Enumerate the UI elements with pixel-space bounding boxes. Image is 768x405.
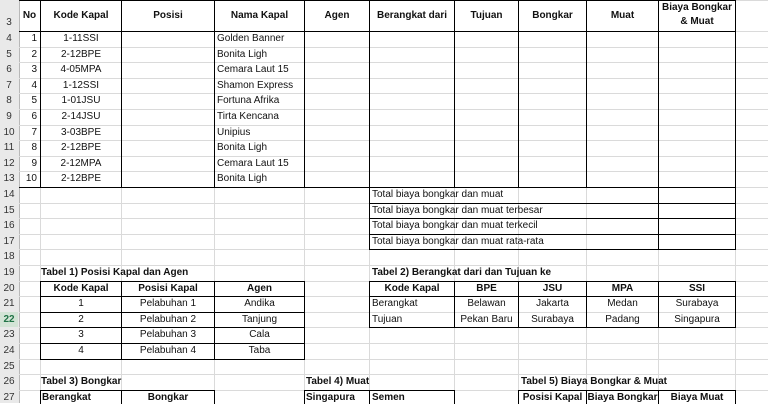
table-border <box>586 0 587 187</box>
cell-nama-kapal[interactable]: Cemara Laut 15 <box>217 64 289 76</box>
gridline <box>19 171 768 172</box>
gridline <box>19 125 768 126</box>
tabel1-header[interactable]: Agen <box>247 282 272 294</box>
tabel2-cell[interactable]: Berangkat <box>372 298 418 310</box>
row-number[interactable]: 4 <box>6 33 12 44</box>
table-border <box>369 390 370 404</box>
table-border <box>369 249 736 250</box>
cell-kode-kapal[interactable]: 3-03BPE <box>60 126 102 138</box>
cell-nama-kapal[interactable]: Bonita Ligh <box>217 173 268 185</box>
cell-nama-kapal[interactable]: Golden Banner <box>217 33 285 44</box>
header-biaya-bongkar-muat[interactable]: Biaya Bongkar & Muat <box>661 2 733 27</box>
tabel5-header[interactable]: Biaya Muat <box>670 391 724 403</box>
total-label[interactable]: Total biaya bongkar dan muat rata-rata <box>372 235 544 247</box>
cell-kode-kapal[interactable]: 2-12BPE <box>60 173 102 185</box>
row-number[interactable]: 17 <box>3 235 15 247</box>
table-border <box>735 0 736 250</box>
tabel2-title[interactable]: Tabel 2) Berangkat dari dan Tujuan ke <box>372 267 552 278</box>
cell-nama-kapal[interactable]: Fortuna Afrika <box>217 95 280 107</box>
cell-nama-kapal[interactable]: Bonita Ligh <box>217 142 268 154</box>
row-number[interactable]: 7 <box>6 79 12 91</box>
tabel2-cell[interactable]: Singapura <box>674 313 720 325</box>
cell-nama-kapal[interactable]: Unipius <box>217 126 251 138</box>
tabel2-cell[interactable]: Surabaya <box>531 313 574 325</box>
table-border <box>19 0 736 1</box>
table-border <box>304 281 305 359</box>
cell-no[interactable]: 6 <box>31 111 37 122</box>
table-border <box>735 390 736 404</box>
tabel1-title[interactable]: Tabel 1) Posisi Kapal dan Agen <box>41 267 189 278</box>
header-nama-kapal[interactable]: Nama Kapal <box>230 10 289 21</box>
total-label[interactable]: Total biaya bongkar dan muat terkecil <box>372 220 538 232</box>
row-number[interactable]: 9 <box>6 111 12 122</box>
table-border <box>454 390 455 404</box>
tabel2-cell[interactable]: Tujuan <box>372 313 403 325</box>
cell-nama-kapal[interactable]: Bonita Ligh <box>217 48 268 60</box>
table-border <box>454 0 455 187</box>
gridline <box>19 47 768 48</box>
table-border <box>304 390 305 404</box>
tabel4-header[interactable]: Singapura <box>306 391 355 403</box>
row-number[interactable]: 14 <box>3 189 15 200</box>
tabel3-title[interactable]: Tabel 3) Bongkar <box>41 376 122 388</box>
tabel1-cell[interactable]: Tanjung <box>241 313 278 325</box>
tabel2-cell[interactable]: Belawan <box>467 298 506 310</box>
total-label[interactable]: Total biaya bongkar dan muat <box>372 189 504 200</box>
cell-kode-kapal[interactable]: 4-05MPA <box>60 64 102 76</box>
cell-no[interactable]: 4 <box>31 79 37 91</box>
row-number[interactable]: 25 <box>3 360 15 372</box>
tabel1-cell[interactable]: 2 <box>78 313 84 325</box>
cell-no[interactable]: 3 <box>31 64 37 76</box>
row-number[interactable]: 13 <box>3 173 15 185</box>
tabel1-cell[interactable]: Pelabuhan 3 <box>139 329 197 341</box>
table-border <box>121 0 122 187</box>
cell-nama-kapal[interactable]: Cemara Laut 15 <box>217 157 289 169</box>
cell-kode-kapal[interactable]: 2-14JSU <box>61 111 101 122</box>
row-number-selected[interactable]: 22 <box>0 312 18 328</box>
tabel1-cell[interactable]: 4 <box>78 345 84 356</box>
tabel2-cell[interactable]: Surabaya <box>675 298 719 310</box>
cell-no[interactable]: 5 <box>31 95 37 107</box>
header-tujuan[interactable]: Tujuan <box>470 10 503 21</box>
tabel5-header[interactable]: Posisi Kapal <box>522 391 583 403</box>
cell-kode-kapal[interactable]: 1-11SSI <box>63 33 99 44</box>
row-number[interactable]: 20 <box>3 282 15 294</box>
header-posisi[interactable]: Posisi <box>153 10 183 21</box>
gridline <box>19 109 768 110</box>
row-number[interactable]: 15 <box>3 204 15 216</box>
header-no[interactable]: No <box>22 10 37 21</box>
cell-kode-kapal[interactable]: 1-01JSU <box>61 95 101 107</box>
cell-kode-kapal[interactable]: 1-12SSI <box>62 79 100 91</box>
table-border <box>214 0 215 187</box>
table-border <box>19 31 736 32</box>
table-border <box>40 390 41 404</box>
cell-no[interactable]: 9 <box>31 157 37 169</box>
tabel1-header[interactable]: Kode Kapal <box>53 282 109 294</box>
row-number[interactable]: 21 <box>3 298 15 310</box>
cell-no[interactable]: 2 <box>31 48 37 60</box>
tabel3-header[interactable]: Berangkat <box>42 391 91 403</box>
header-muat[interactable]: Muat <box>610 10 635 21</box>
row-number[interactable]: 11 <box>3 142 15 154</box>
table-border <box>369 327 736 328</box>
row-number[interactable]: 19 <box>3 267 15 278</box>
row-number[interactable]: 24 <box>3 345 15 356</box>
header-agen[interactable]: Agen <box>324 10 350 21</box>
tabel2-cell[interactable]: Jakarta <box>536 298 569 310</box>
cell-no[interactable]: 10 <box>25 173 37 185</box>
table-border <box>40 359 305 360</box>
gridline <box>19 156 768 157</box>
table-border <box>214 390 215 404</box>
tabel1-cell[interactable]: 3 <box>78 329 84 341</box>
tabel1-cell[interactable]: Pelabuhan 2 <box>139 313 197 325</box>
header-bongkar[interactable]: Bongkar <box>532 10 573 21</box>
tabel1-cell[interactable]: Pelabuhan 4 <box>139 345 197 356</box>
tabel1-header[interactable]: Posisi Kapal <box>138 282 198 294</box>
tabel1-cell[interactable]: Cala <box>249 329 270 341</box>
tabel5-title[interactable]: Tabel 5) Biaya Bongkar & Muat <box>521 376 667 388</box>
tabel2-cell[interactable]: Medan <box>607 298 638 310</box>
tabel1-cell[interactable]: Taba <box>248 345 271 356</box>
tabel1-cell[interactable]: Pelabuhan 1 <box>139 298 197 310</box>
total-label[interactable]: Total biaya bongkar dan muat terbesar <box>372 204 543 216</box>
table-border <box>735 281 736 328</box>
cell-no[interactable]: 1 <box>31 33 37 44</box>
tabel4-header[interactable]: Semen <box>372 391 405 403</box>
tabel2-cell[interactable]: Pekan Baru <box>460 313 513 325</box>
tabel1-cell[interactable]: 1 <box>78 298 84 310</box>
row-number[interactable]: 16 <box>3 220 15 232</box>
header-berangkat-dari[interactable]: Berangkat dari <box>376 10 448 21</box>
cell-kode-kapal[interactable]: 2-12BPE <box>60 142 102 154</box>
row-number[interactable]: 26 <box>3 376 15 388</box>
tabel3-header[interactable]: Bongkar <box>147 391 189 403</box>
row-number[interactable]: 18 <box>3 251 15 263</box>
cell-kode-kapal[interactable]: 2-12MPA <box>60 157 102 169</box>
cell-kode-kapal[interactable]: 2-12BPE <box>60 48 102 60</box>
table-border <box>369 0 370 250</box>
tabel2-header[interactable]: JSU <box>542 282 563 294</box>
gridline <box>19 78 768 79</box>
row-number[interactable]: 27 <box>3 391 15 403</box>
tabel2-cell[interactable]: Padang <box>605 313 640 325</box>
row-number[interactable]: 23 <box>3 329 15 341</box>
row-number[interactable]: 6 <box>6 64 12 76</box>
tabel4-title[interactable]: Tabel 4) Muat <box>306 376 370 388</box>
tabel2-header[interactable]: SSI <box>688 282 706 294</box>
row-number[interactable]: 10 <box>3 126 15 138</box>
gridline <box>19 140 768 141</box>
table-border <box>658 0 659 250</box>
cell-no[interactable]: 8 <box>31 142 37 154</box>
tabel2-header[interactable]: MPA <box>611 282 634 294</box>
row-number[interactable]: 8 <box>6 95 12 107</box>
gridline <box>19 62 768 63</box>
table-border <box>304 0 305 187</box>
row-number[interactable]: 12 <box>3 157 15 169</box>
table-border <box>518 0 519 187</box>
cell-nama-kapal[interactable]: Shamon Express <box>217 79 294 91</box>
gridline <box>19 93 768 94</box>
tabel2-header[interactable]: Kode Kapal <box>384 282 440 294</box>
row-number[interactable]: 5 <box>6 48 12 60</box>
header-kode-kapal[interactable]: Kode Kapal <box>53 10 109 21</box>
cell-no[interactable]: 7 <box>31 126 37 138</box>
row-number[interactable]: 3 <box>6 17 12 29</box>
tabel2-header[interactable]: BPE <box>476 282 497 294</box>
cell-nama-kapal[interactable]: Tirta Kencana <box>217 111 279 122</box>
tabel5-header[interactable]: Biaya Bongkar <box>587 391 658 403</box>
tabel1-cell[interactable]: Andika <box>244 298 275 310</box>
